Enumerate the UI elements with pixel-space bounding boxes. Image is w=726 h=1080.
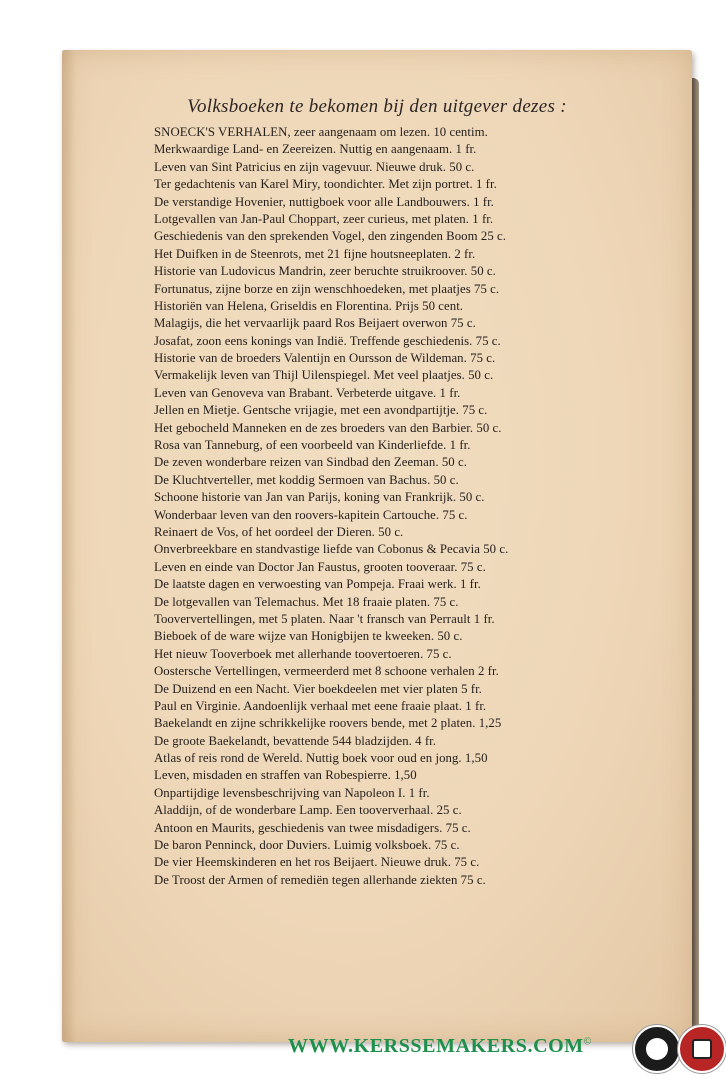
book-list-entry: Atlas of reis rond de Wereld. Nuttig boek voor oud en jong. 1,50: [154, 751, 488, 766]
book-list-entry: Reinaert de Vos, of het oordeel der Dieren. 50 c.: [154, 524, 404, 539]
book-list-entry: Merkwaardige Land- en Zeereizen. Nuttig en aangenaam. 1 fr.: [154, 142, 477, 157]
book-list-entry: Antoon en Maurits, geschiedenis van twee misdadigers. 75 c.: [154, 820, 471, 835]
book-list-entry: De lotgevallen van Telemachus. Met 18 fraaie platen. 75 c.: [154, 594, 459, 609]
book-list-entry: Leven van Genoveva van Brabant. Verbeterde uitgave. 1 fr.: [154, 385, 461, 400]
book-list-entry: Onpartijdige levensbeschrijving van Napoleon I. 1 fr.: [154, 785, 430, 800]
book-list-entry: Onverbreekbare en standvastige liefde van Cobonus & Pecavia 50 c.: [154, 542, 509, 557]
book-list-entry: Vermakelijk leven van Thijl Uilenspiegel. Met veel plaatjes. 50 c.: [154, 368, 494, 383]
book-list-entry: Geschiedenis van den sprekenden Vogel, den zingenden Boom 25 c.: [154, 229, 507, 244]
association-seal-logo: [633, 1025, 681, 1073]
watermark-url[interactable]: [288, 1035, 592, 1058]
copyright-mark: ©: [583, 1036, 592, 1048]
book-list-entry: Het Duifken in de Steenrots, met 21 fijne houtsneeplaten. 2 fr.: [154, 246, 476, 261]
book-list-entry: Oostersche Vertellingen, vermeerderd met 8 schoone verhalen 2 fr.: [154, 664, 499, 679]
book-list-entry: De Duizend en een Nacht. Vier boekdeelen met vier platen 5 fr.: [154, 681, 482, 696]
page-heading: Volksboeken te bekomen bij den uitgever dezes :: [187, 96, 567, 117]
guild-seal-logo: [678, 1025, 726, 1073]
book-list-entry: Tooververtellingen, met 5 platen. Naar 't fransch van Perrault 1 fr.: [154, 611, 495, 626]
book-list-entry: Leven van Sint Patricius en zijn vagevuur. Nieuwe druk. 50 c.: [154, 159, 475, 174]
book-list-entry: De Troost der Armen of remediën tegen allerhande ziekten 75 c.: [154, 872, 486, 887]
book-list: [154, 124, 674, 889]
book-list-entry: Baekelandt en zijne schrikkelijke roovers bende, met 2 platen. 1,25: [154, 716, 502, 731]
book-list-entry: Het nieuw Tooverboek met allerhande toovertoeren. 75 c.: [154, 646, 452, 661]
book-list-entry: Wonderbaar leven van den roovers-kapitein Cartouche. 75 c.: [154, 507, 468, 522]
book-list-entry: De zeven wonderbare reizen van Sindbad den Zeeman. 50 c.: [154, 455, 467, 470]
book-list-entry: Historie van Ludovicus Mandrin, zeer beruchte struikroover. 50 c.: [154, 264, 496, 279]
book-list-entry: De groote Baekelandt, bevattende 544 bladzijden. 4 fr.: [154, 733, 436, 748]
book-list-entry: Paul en Virginie. Aandoenlijk verhaal met eene fraaie plaat. 1 fr.: [154, 698, 487, 713]
book-list-entry: Aladdijn, of de wonderbare Lamp. Een tooververhaal. 25 c.: [154, 803, 462, 818]
book-list-entry: Lotgevallen van Jan-Paul Choppart, zeer curieus, met platen. 1 fr.: [154, 211, 494, 226]
book-list-entry: Het gebocheld Manneken en de zes broeders van den Barbier. 50 c.: [154, 420, 502, 435]
book-list-entry: Jellen en Mietje. Gentsche vrijagie, met een avondpartijtje. 75 c.: [154, 403, 488, 418]
book-list-entry: De vier Heemskinderen en het ros Beijaert. Nieuwe druk. 75 c.: [154, 855, 480, 870]
book-list-entry: Rosa van Tanneburg, of een voorbeeld van Kinderliefde. 1 fr.: [154, 438, 471, 453]
watermark-url-text[interactable]: WWW.KERSSEMAKERS.COM: [288, 1035, 584, 1057]
book-list-entry: Schoone historie van Jan van Parijs, koning van Frankrijk. 50 c.: [154, 490, 485, 505]
book-list-entry: Malagijs, die het vervaarlijk paard Ros Beijaert overwon 75 c.: [154, 316, 476, 331]
book-list-entry: Leven en einde van Doctor Jan Faustus, grooten tooveraar. 75 c.: [154, 559, 486, 574]
book-list-entry: De laatste dagen en verwoesting van Pompeja. Fraai werk. 1 fr.: [154, 577, 481, 592]
spine-shadow: [62, 50, 76, 1042]
book-list-entry: De Kluchtverteller, met koddig Sermoen van Bachus. 50 c.: [154, 472, 459, 487]
book-list-entry: De baron Penninck, door Duviers. Luimig volksboek. 75 c.: [154, 838, 460, 853]
book-list-entry: Ter gedachtenis van Karel Miry, toondichter. Met zijn portret. 1 fr.: [154, 177, 497, 192]
book-list-entry: Historie van de broeders Valentijn en Oursson de Wildeman. 75 c.: [154, 351, 496, 366]
book-list-entry: SNOECK'S VERHALEN, zeer aangenaam om lezen. 10 centim.: [154, 125, 488, 139]
book-page: [62, 50, 692, 1042]
book-list-entry: Fortunatus, zijne borze en zijn wenschhoedeken, met plaatjes 75 c.: [154, 281, 500, 296]
book-list-entry: Josafat, zoon eens konings van Indië. Treffende geschiedenis. 75 c.: [154, 333, 501, 348]
book-list-entry: De verstandige Hovenier, nuttigboek voor alle Landbouwers. 1 fr.: [154, 194, 494, 209]
book-list-entry: Leven, misdaden en straffen van Robespierre. 1,50: [154, 768, 417, 783]
book-list-entry: Bieboek of de ware wijze van Honigbijen te kweeken. 50 c.: [154, 629, 463, 644]
book-list-entry: Historiën van Helena, Griseldis en Florentina. Prijs 50 cent.: [154, 298, 464, 313]
